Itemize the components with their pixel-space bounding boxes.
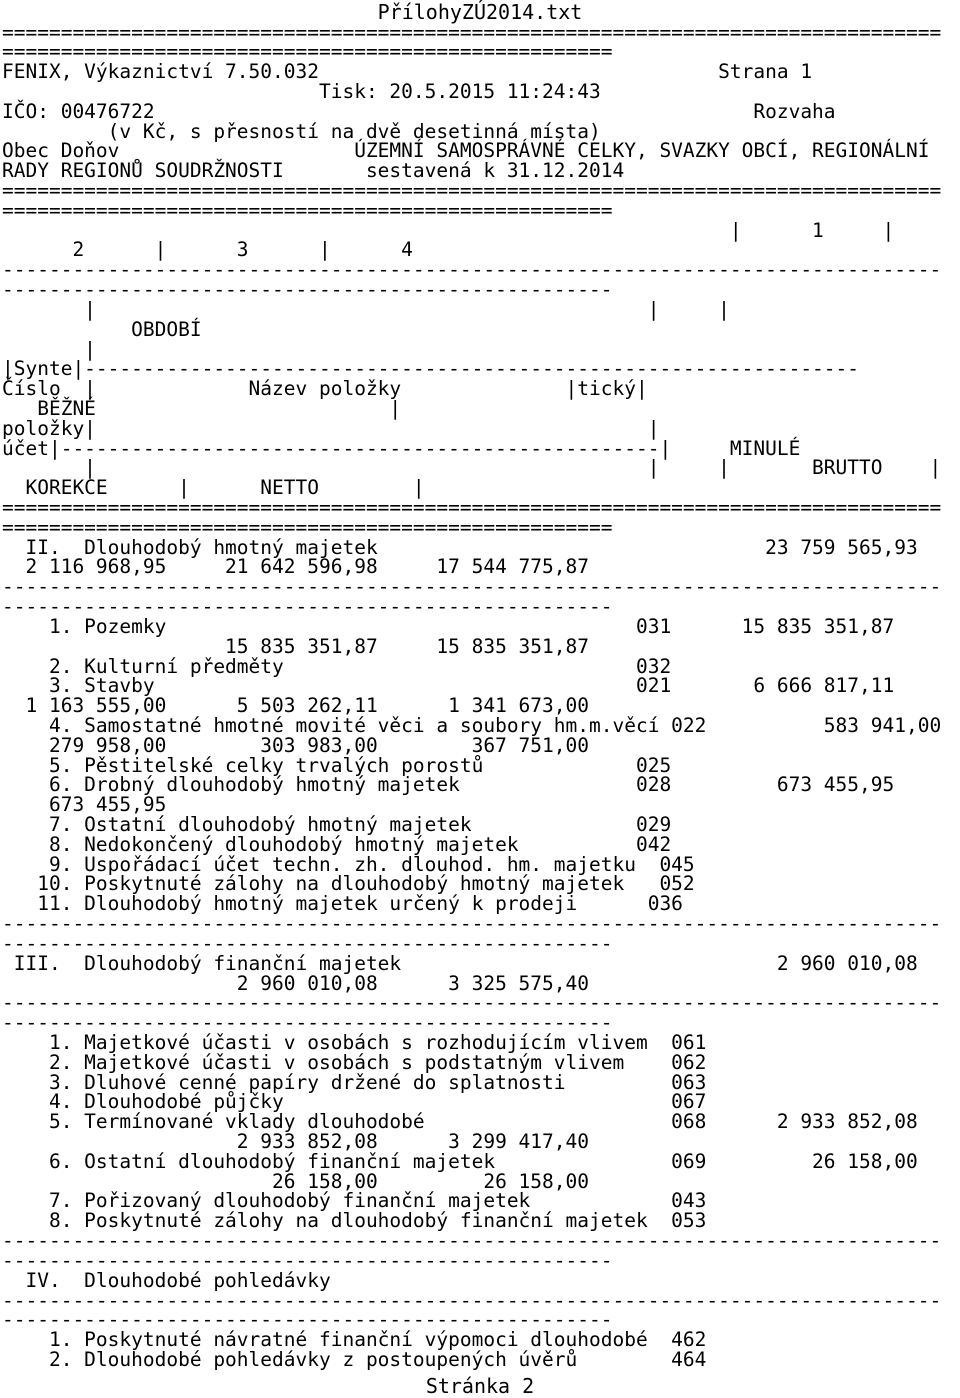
report-line: RADY REGIONŮ SOUDRŽNOSTI sestavená k 31.12.2014 [2,159,625,183]
report-line: 26 158,00 26 158,00 [2,1169,589,1193]
report-line: 15 835 351,87 15 835 351,87 [2,634,589,658]
report-line: 3. Stavby 021 6 666 817,11 [2,674,895,698]
report-line: 11. Dlouhodobý hmotný majetek určený k prodeji 036 [2,892,683,916]
report-line: ---------------------------------------------------- [2,278,613,302]
report-line: 5. Pěstitelské celky trvalých porostů 025 [2,753,672,777]
report-line: (v Kč, s přesností na dvě desetinná místa) [2,119,601,143]
report-line: | | | BRUTTO | [2,456,942,480]
report-line: ================================================================================ [2,22,942,44]
report-line: Tisk: 20.5.2015 11:24:43 [2,79,601,103]
report-line: 2 116 968,95 21 642 596,98 17 544 775,87 [2,555,589,579]
report-line: 1 163 555,00 5 503 262,11 1 341 673,00 [2,694,589,718]
report-line: OBDOBÍ [2,317,202,341]
report-line: ---------------------------------------------------- [2,931,613,955]
report-line: -------------------------------------------------------------------------------- [2,991,942,1015]
report-line: účet|---------------------------------------------------| MINULÉ [2,436,801,460]
report-line: 6. Drobný dlouhodobý hmotný majetek 028 673 455,95 [2,773,895,797]
report-line: 9. Uspořádací účet techn. zh. dlouhod. hm. majetku 045 [2,852,695,876]
report-line: Obec Doňov ÚZEMNÍ SAMOSPRÁVNÉ CELKY, SVAZKY OBCÍ, REGIONÁLNÍ [2,139,930,163]
report-line: II. Dlouhodobý hmotný majetek 23 759 565,93 [2,535,918,559]
report-line: ---------------------------------------------------- [2,595,613,619]
report-line: ---------------------------------------------------- [2,1308,613,1332]
report-line: 1. Majetkové účasti v osobách s rozhodujícím vlivem 061 [2,1030,707,1054]
report-line: ==================================================== [2,515,613,539]
report-line: Číslo | Název položky |tický| [2,377,648,401]
report-text [2,23,958,1377]
report-line: ---------------------------------------------------- [2,1248,613,1272]
report-line: 5. Termínované vklady dlouhodobé 068 2 933 852,08 [2,1110,918,1134]
report-line: -------------------------------------------------------------------------------- [2,1288,942,1312]
report-line: 1. Pozemky 031 15 835 351,87 [2,614,895,638]
report-line: ---------------------------------------------------- [2,1011,613,1035]
report-line: 8. Nedokončený dlouhodobý hmotný majetek 042 [2,832,672,856]
report-line: ==================================================== [2,198,613,222]
report-line: 2. Majetkové účasti v osobách s podstatným vlivem 062 [2,1050,707,1074]
report-line: 2 933 852,08 3 299 417,40 [2,1130,589,1153]
report-line: 4. Samostatné hmotné movité věci a soubory hm.m.věcí 022 583 941,00 [2,713,942,737]
page-footer: Stránka 2 [425,1374,535,1398]
report-line: 1. Poskytnuté návratné finanční výpomoci dlouhodobé 462 [2,1328,707,1352]
report-line: -------------------------------------------------------------------------------- [2,1229,942,1253]
report-line: | 1 | [2,218,895,242]
report-line: ================================================================================ [2,496,942,519]
report-line: | | | [2,297,730,321]
report-line: 279 958,00 303 983,00 367 751,00 [2,733,589,757]
report-line: 10. Poskytnuté zálohy na dlouhodobý hmotný majetek 052 [2,872,695,896]
document-page [2,0,958,1396]
file-title: PřílohyZÚ2014.txt [377,0,583,24]
report-line: 2 960 010,08 3 325 575,40 [2,971,589,995]
report-line: 2. Dlouhodobé pohledávky z postoupených úvěrů 464 [2,1347,707,1371]
report-line: 8. Poskytnuté zálohy na dlouhodobý finanční majetek 053 [2,1209,707,1233]
report-line: ================================================================================ [2,179,942,202]
report-line: IČO: 00476722 Rozvaha [2,99,836,123]
report-line: -------------------------------------------------------------------------------- [2,912,942,936]
report-line: 3. Dluhové cenné papíry držené do splatnosti 063 [2,1070,707,1094]
report-line: 7. Pořizovaný dlouhodobý finanční majetek 043 [2,1189,707,1213]
report-line: ==================================================== [2,40,613,64]
report-line: 6. Ostatní dlouhodobý finanční majetek 069 26 158,00 [2,1149,918,1173]
report-line: -------------------------------------------------------------------------------- [2,258,942,282]
report-line: -------------------------------------------------------------------------------- [2,575,942,599]
report-line: 673 455,95 [2,793,167,817]
report-line: III. Dlouhodobý finanční majetek 2 960 010,08 [2,951,918,975]
report-line: IV. Dlouhodobé pohledávky [2,1268,331,1292]
report-line: FENIX, Výkaznictví 7.50.032 Strana 1 [2,60,813,84]
report-line: | [2,337,96,361]
report-line: BĚŽNÉ | [2,396,402,420]
report-line: 4. Dlouhodobé půjčky 067 [2,1090,707,1114]
report-line: 7. Ostatní dlouhodobý hmotný majetek 029 [2,813,672,836]
report-line: 2 | 3 | 4 [2,238,413,262]
report-line: 2. Kulturní předměty 032 [2,654,672,678]
report-line: KOREKCE | NETTO | [2,476,425,500]
report-line: položky| | [2,416,660,440]
report-line: |Synte|------------------------------------------------------------------ [2,357,860,381]
